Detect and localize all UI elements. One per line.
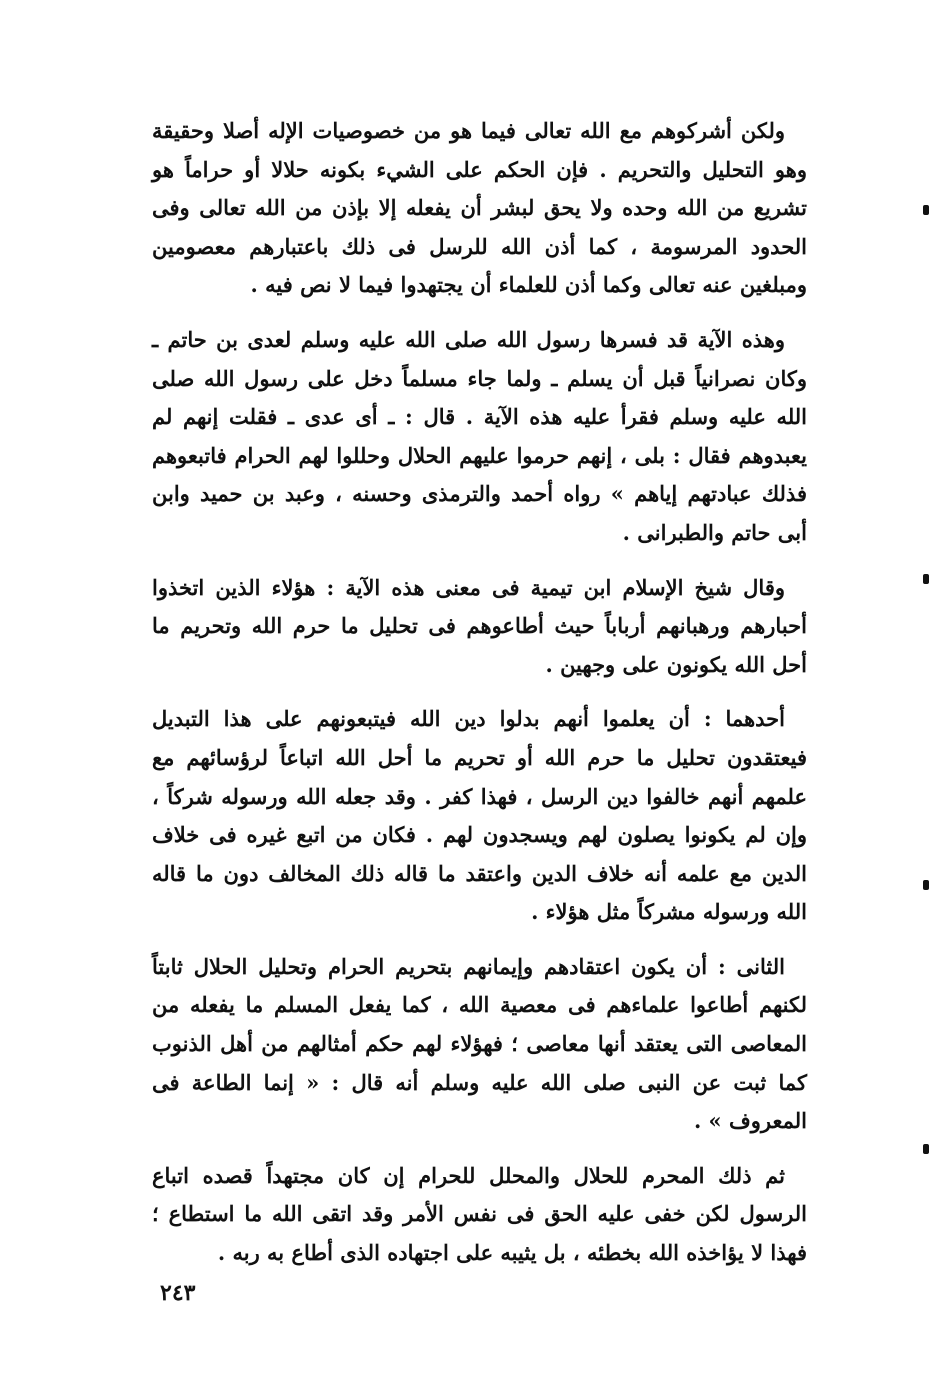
page-number: ٢٤٣ xyxy=(160,1280,196,1306)
binding-mark xyxy=(923,880,929,890)
paragraph-6: ثم ذلك المحرم للحلال والمحلل للحرام إن كان مجتهداً قصده اتباع الرسول لكن خفى عليه الحق فى نفس الأمر وقد اتقى الله ما استطاع ؛ فهذا لا يؤاخذه الله بخطئه ، بل يثيبه على اجتهاده الذى أطاع به ربه . xyxy=(152,1162,807,1266)
paragraph-2: وهذه الآية قد فسرها رسول الله صلى الله عليه وسلم لعدى بن حاتم ـ وكان نصرانياً قبل أن يسلم ـ ولما جاء مسلماً دخل على رسول الله صلى الله عليه وسلم فقرأ عليه هذه الآية . قال : ـ أى عدى ـ فقلت إنهم لم يعبدوهم فقال : بلى ، إنهم حرموا عليهم الحلال وحللوا لهم الحرام فاتبعوهم فذلك عبادتهم إياهم » رواه أحمد والترمذى وحسنه ، وعبد بن حميد وابن أبى حاتم والطبرانى . xyxy=(152,326,807,545)
paragraph-1: ولكن أشركوهم مع الله تعالى فيما هو من خصوصيات الإله أصلا وحقيقة وهو التحليل والتحريم . فإن الحكم على الشيء بكونه حلالا أو حراماً هو تشريع من الله وحده ولا يحق لبشر أن يفعله إلا بإذن من الله تعالى وفى الحدود المرسومة ، كما أذن الله للرسل فى ذلك باعتبارهم معصومين ومبلغين عنه تعالى وكما أذن للعلماء أن يجتهدوا فيما لا نص فيه . xyxy=(152,118,807,298)
paragraph-4: أحدهما : أن يعلموا أنهم بدلوا دين الله فيتبعونهم على هذا التبديل فيعتقدون تحليل ما حرم الله أو تحريم ما أحل الله اتباعاً لرؤسائهم مع علمهم أنهم خالفوا دين الرسل ، فهذا كفر . وقد جعله الله ورسوله شركاً ، وإن لم يكونوا يصلون لهم ويسجدون لهم . فكان من اتبع غيره فى خلاف الدين مع علمه أنه خلاف الدين واعتقد ما قاله ذلك المخالف دون ما قاله الله ورسوله مشركاً مثل هؤلاء . xyxy=(152,706,807,925)
body-text xyxy=(152,112,807,1289)
binding-mark xyxy=(923,205,929,215)
binding-mark xyxy=(923,574,929,584)
binding-mark xyxy=(923,1144,929,1154)
paragraph-3: وقال شيخ الإسلام ابن تيمية فى معنى هذه الآية : هؤلاء الذين اتخذوا أحبارهم ورهبانهم أرباباً حيث أطاعوهم فى تحليل ما حرم الله وتحريم ما أحل الله يكونون على وجهين . xyxy=(152,574,807,677)
paragraph-5: الثانى : أن يكون اعتقادهم وإيمانهم بتحريم الحرام وتحليل الحلال ثابتاً لكنهم أطاعوا علماءهم فى معصية الله ، كما يفعل المسلم ما يفعله من المعاصى التى يعتقد أنها معاصى ؛ فهؤلاء لهم حكم أمثالهم من أهل الذنوب كما ثبت عن النبى صلى الله عليه وسلم أنه قال : « إنما الطاعة فى المعروف » . xyxy=(152,953,807,1134)
